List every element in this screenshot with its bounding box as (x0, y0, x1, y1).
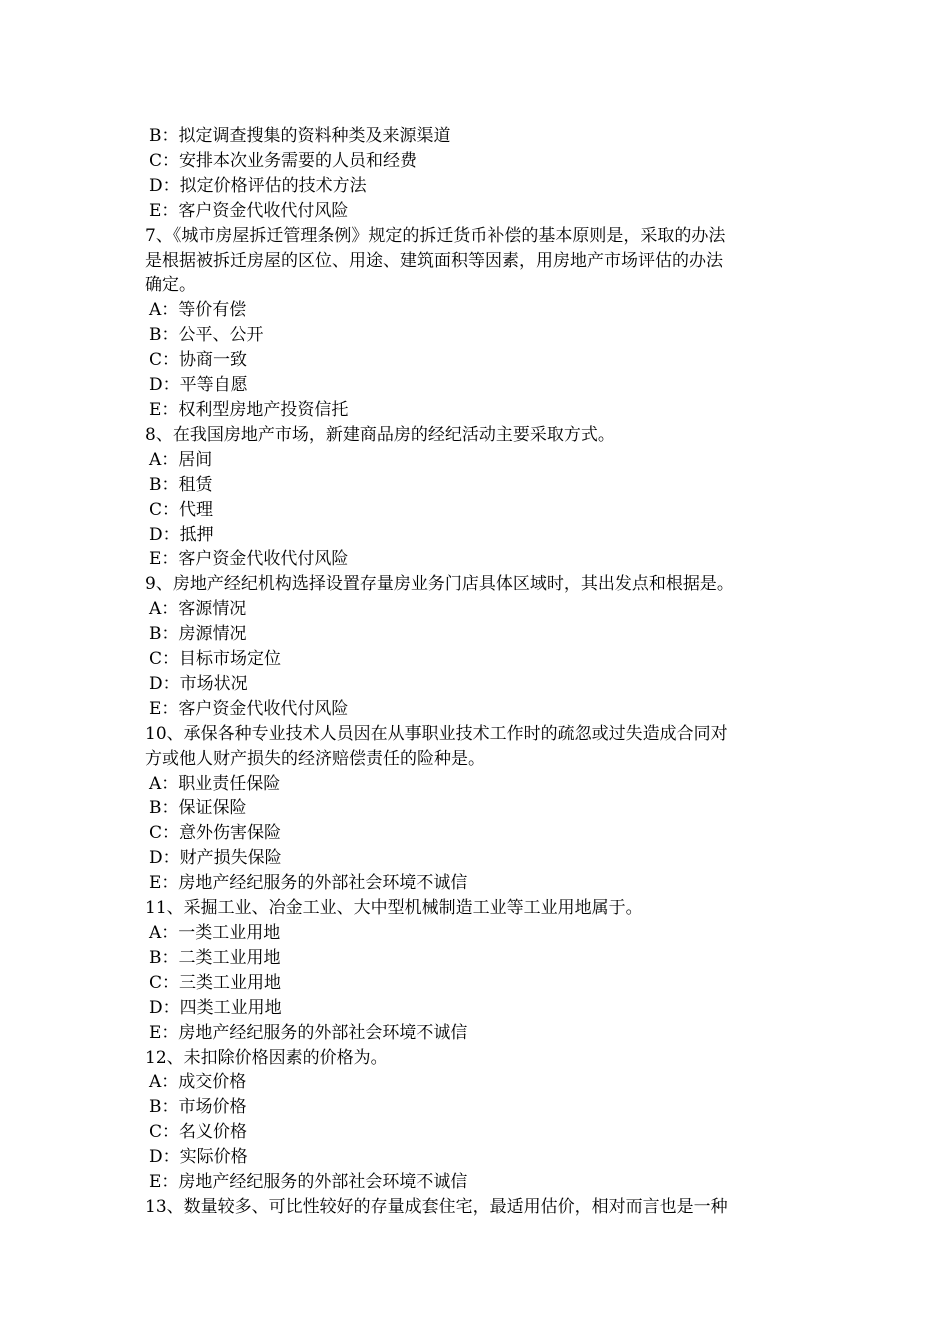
question-text: 9、房地产经纪机构选择设置存量房业务门店具体区域时，其出发点和根据是。 (145, 574, 734, 595)
question-text: 方或他人财产损失的经济赔偿责任的险种是。 (145, 748, 485, 769)
answer-option: C：意外伤害保险 (149, 823, 282, 844)
answer-option: A：一类工业用地 (149, 923, 281, 943)
question-text: 11、采掘工业、冶金工业、大中型机械制造工业等工业用地属于。 (145, 898, 643, 919)
answer-option: C：三类工业用地 (149, 972, 282, 993)
answer-option: B：拟定调查搜集的资料种类及来源渠道 (149, 126, 451, 146)
question-text: 7、《城市房屋拆迁管理条例》规定的拆迁货币补偿的基本原则是，采取的办法 (145, 225, 726, 246)
question-text: 12、未扣除价格因素的价格为。 (145, 1047, 388, 1068)
answer-option: D：财产损失保险 (149, 848, 282, 869)
answer-option: B：二类工业用地 (149, 947, 281, 968)
answer-option: D：四类工业用地 (149, 997, 282, 1018)
answer-option: D：实际价格 (149, 1147, 248, 1168)
answer-option: E：权利型房地产投资信托 (149, 399, 349, 420)
answer-option: C：安排本次业务需要的人员和经费 (149, 150, 418, 171)
answer-option: E：房地产经纪服务的外部社会环境不诚信 (149, 1172, 468, 1193)
question-text: 是根据被拆迁房屋的区位、用途、建筑面积等因素，用房地产市场评估的办法 (145, 250, 723, 271)
answer-option: E：房地产经纪服务的外部社会环境不诚信 (149, 1022, 468, 1043)
answer-option: E：客户资金代收代付风险 (149, 200, 349, 221)
answer-option: A：居间 (149, 449, 213, 470)
answer-option: D：平等自愿 (149, 375, 248, 396)
question-text: 8、在我国房地产市场，新建商品房的经纪活动主要采取方式。 (145, 424, 615, 445)
answer-option: C：目标市场定位 (149, 649, 282, 670)
question-text: 确定。 (145, 275, 196, 296)
answer-option: E：客户资金代收代付风险 (149, 698, 349, 719)
answer-option: A：等价有偿 (149, 300, 247, 321)
answer-option: D：抵押 (149, 524, 214, 545)
answer-option: B：市场价格 (149, 1097, 247, 1118)
answer-option: C：名义价格 (149, 1122, 248, 1143)
answer-option: D：拟定价格评估的技术方法 (149, 175, 367, 196)
answer-option: A：成交价格 (149, 1072, 247, 1093)
question-text: 13、数量较多、可比性较好的存量成套住宅，最适用估价，相对而言也是一种 (145, 1196, 728, 1217)
question-text: 10、承保各种专业技术人员因在从事职业技术工作时的疏忽或过失造成合同对 (145, 723, 728, 744)
answer-option: B：租赁 (149, 474, 213, 495)
answer-option: A：客源情况 (149, 599, 247, 620)
answer-option: D：市场状况 (149, 673, 248, 694)
answer-option: C：协商一致 (149, 350, 248, 371)
answer-option: B：房源情况 (149, 624, 247, 645)
answer-option: B：保证保险 (149, 798, 247, 819)
answer-option: E：房地产经纪服务的外部社会环境不诚信 (149, 873, 468, 894)
answer-option: C：代理 (149, 499, 214, 520)
answer-option: A：职业责任保险 (149, 773, 281, 794)
answer-option: B：公平、公开 (149, 325, 264, 346)
answer-option: E：客户资金代收代付风险 (149, 549, 349, 570)
